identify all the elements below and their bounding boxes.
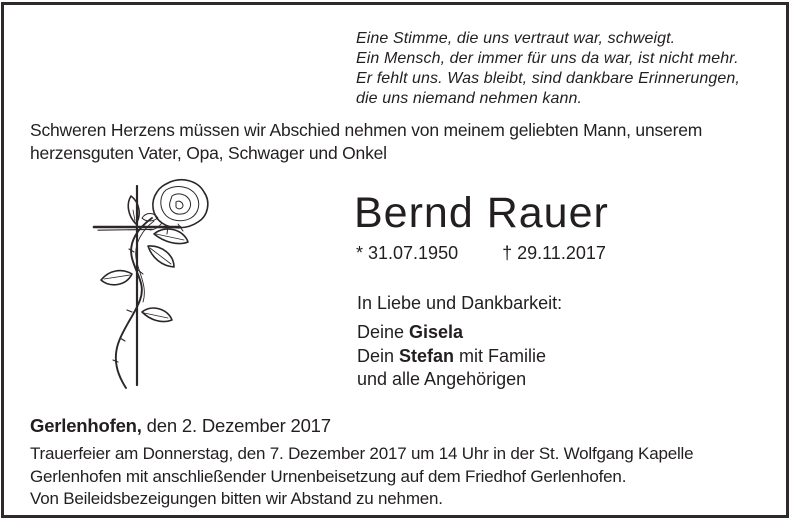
- cross-graphic: [94, 186, 180, 385]
- mourner-name: Stefan: [399, 345, 455, 366]
- place-name: Gerlenhofen,: [30, 415, 142, 436]
- funeral-line: Gerlenhofen mit anschließender Urnenbeisetzung auf dem Friedhof Gerlenhofen.: [30, 466, 627, 486]
- birth-date: * 31.07.1950: [356, 243, 459, 263]
- quote-line: Er fehlt uns. Was bleibt, sind dankbare Erinnerungen,: [356, 70, 740, 87]
- mourner-suffix: mit Familie: [454, 345, 547, 366]
- cross-rose-icon: [88, 166, 268, 398]
- notice-date: den 2. Dezember 2017: [141, 415, 331, 436]
- cross-rose-illustration: [88, 166, 268, 398]
- memorial-quote: [356, 29, 740, 109]
- funeral-line: Trauerfeier am Donnerstag, den 7. Dezember 2017 um 14 Uhr in der St. Wolfgang Kapelle: [30, 444, 694, 463]
- mourner-name: Gisela: [409, 322, 464, 342]
- place-date-line: [30, 415, 331, 437]
- mourner-line: [357, 368, 546, 392]
- mourner-line: [357, 345, 546, 369]
- mourner-prefix: Deine: [357, 322, 410, 342]
- mourner-line: [357, 321, 546, 345]
- condolence-note: Von Beileidsbezeigungen bitten wir Abstand zu nehmen.: [30, 489, 443, 508]
- quote-line: Eine Stimme, die uns vertraut war, schweigt.: [356, 30, 676, 47]
- intro-text: [30, 119, 702, 165]
- deceased-name: Bernd Rauer: [354, 189, 609, 237]
- life-dates: [356, 243, 606, 264]
- gratitude-line: In Liebe und Dankbarkeit:: [357, 293, 563, 313]
- mourner-prefix: Dein: [357, 345, 400, 366]
- quote-line: Ein Mensch, der immer für uns da war, ist nicht mehr.: [356, 50, 739, 67]
- quote-line: die uns niemand nehmen kann.: [356, 90, 583, 107]
- intro-line: Schweren Herzens müssen wir Abschied nehmen von meinem geliebten Mann, unserem: [30, 120, 703, 140]
- mourner-suffix: und alle Angehörigen: [357, 369, 527, 389]
- mourners-list: [357, 321, 546, 392]
- intro-line: herzensguten Vater, Opa, Schwager und Onkel: [30, 143, 387, 163]
- death-date: † 29.11.2017: [502, 243, 606, 263]
- funeral-info: [30, 443, 693, 511]
- rose-stem-graphic: [113, 218, 154, 388]
